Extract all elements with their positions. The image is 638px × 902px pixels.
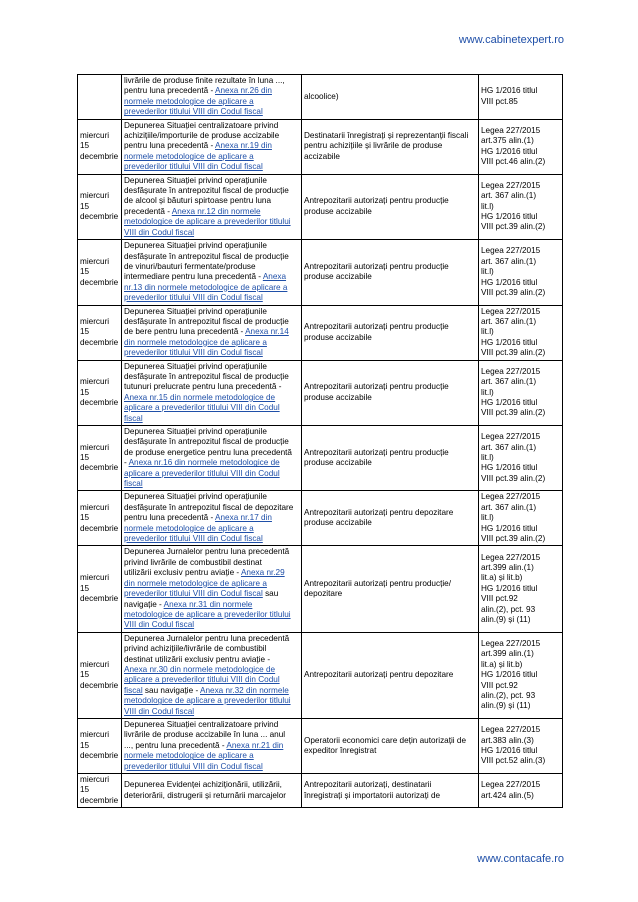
header-site-link[interactable]: www.cabinetexpert.ro: [458, 34, 564, 46]
description-text: Depunerea Jurnalelor pentru luna precedentă privind livrările de combustibil destinat utilizării exclusiv pentru aviație -: [124, 547, 290, 578]
obligated-parties: Antrepozitarii autorizați pentru producție produse accizabile: [302, 174, 479, 239]
obligated-parties: Antrepozitarii autorizați pentru producție produse accizabile: [302, 305, 479, 360]
table-row: [78, 546, 563, 632]
obligation-description: [122, 546, 302, 632]
description-text: Depunerea Situației privind operațiunile desfășurate în antrepozitul fiscal de producție de bere pentru luna precedentă -: [124, 306, 289, 337]
deadline-date: miercuri 15 decembrie: [78, 305, 122, 360]
annex-link[interactable]: Anexa nr.14 din normele metodologice de aplicare a prevederilor titlului VIII din Codul fiscal: [124, 327, 289, 358]
description-text: Depunerea Situației centralizatoare privind livrările de produse accizabile în luna ... anul ..., pentru luna precedentă -: [124, 719, 286, 750]
description-text: Depunerea Situației privind operațiunile desfășurate în antrepozitul fiscal de producție tutunuri prelucrate pentru luna precedentă -: [124, 361, 289, 392]
obligated-parties: Antrepozitarii autorizați pentru producție produse accizabile: [302, 360, 479, 425]
obligation-description: [122, 774, 302, 808]
table-row: [78, 632, 563, 718]
table-body: [78, 75, 563, 808]
deadline-date: miercuri 15 decembrie: [78, 119, 122, 174]
table-row: [78, 491, 563, 546]
legal-basis: Legea 227/2015 art.383 alin.(3) HG 1/2016 titlul VIII pct.52 alin.(3): [479, 718, 563, 773]
deadline-date: miercuri 15 decembrie: [78, 426, 122, 491]
table-row: [78, 718, 563, 773]
legal-basis: Legea 227/2015 art. 367 alin.(1) lit.l) HG 1/2016 titlul VIII pct.39 alin.(2): [479, 240, 563, 305]
deadline-date: miercuri 15 decembrie: [78, 360, 122, 425]
annex-link[interactable]: Anexa nr.13 din normele metodologice de aplicare a prevederilor titlului VIII din Codul fiscal: [124, 272, 288, 303]
description-text: Depunerea Situației centralizatoare privind achizițiile/importurile de produse accizabile pentru luna precedentă -: [124, 120, 280, 151]
description-text: Depunerea Situației privind operațiunile desfășurate în antrepozitul fiscal de producție de vinuri/bauturi fermentate/produse intermediare pentru luna precedentă -: [124, 241, 289, 282]
obligation-description: [122, 360, 302, 425]
obligated-parties: Destinatarii înregistrați și reprezentanții fiscali pentru achizițiile și livrările de produse accizabile: [302, 119, 479, 174]
obligated-parties: Antrepozitarii autorizați pentru producție/ depozitare: [302, 546, 479, 632]
table-row: [78, 360, 563, 425]
annex-link[interactable]: Anexa nr.32 din normele metodologice de aplicare a prevederilor titlului VIII din Codul fiscal: [124, 685, 291, 716]
legal-basis: Legea 227/2015 art. 367 alin.(1) lit.l) HG 1/2016 titlul VIII pct.39 alin.(2): [479, 360, 563, 425]
deadline-date: miercuri 15 decembrie: [78, 174, 122, 239]
obligation-description: [122, 718, 302, 773]
legal-basis: Legea 227/2015 art. 367 alin.(1) lit.l) HG 1/2016 titlul VIII pct.39 alin.(2): [479, 426, 563, 491]
table-row: [78, 119, 563, 174]
legal-basis: Legea 227/2015 art.399 alin.(1) lit.a) și lit.b) HG 1/2016 titlul VIII pct.92 alin.(2), pct. 93 alin.(9) și (11): [479, 632, 563, 718]
obligation-description: [122, 632, 302, 718]
obligated-parties: alcoolice): [302, 75, 479, 120]
obligated-parties: Operatorii economici care dețin autorizații de expeditor înregistrat: [302, 718, 479, 773]
description-text: sau navigație -: [124, 589, 279, 609]
deadline-date: miercuri 15 decembrie: [78, 718, 122, 773]
annex-link[interactable]: Anexa nr.16 din normele metodologice de aplicare a prevederilor titlului VIII din Codul fiscal: [124, 458, 280, 489]
deadlines-table: [77, 74, 563, 808]
description-text: Depunerea Jurnalelor pentru luna precedentă privind achizițiile/livrările de combustibil destinat utilizării exclusiv pentru aviație -: [124, 633, 290, 664]
obligated-parties: Antrepozitarii autorizați pentru producție produse accizabile: [302, 426, 479, 491]
obligation-description: [122, 426, 302, 491]
annex-link[interactable]: Anexa nr.30 din normele metodologice de aplicare a prevederilor titlului VIII din Codul fiscal: [124, 664, 280, 695]
annex-link[interactable]: Anexa nr.17 din normele metodologice de aplicare a prevederilor titlului VIII din Codul fiscal: [124, 513, 272, 544]
table-row: [78, 426, 563, 491]
annex-link[interactable]: Anexa nr.31 din normele metodologice de aplicare a prevederilor titlului VIII din Codul fiscal: [124, 599, 291, 630]
legal-basis: Legea 227/2015 art. 367 alin.(1) lit.l) HG 1/2016 titlul VIII pct.39 alin.(2): [479, 491, 563, 546]
table-row: [78, 305, 563, 360]
deadline-date: [78, 75, 122, 120]
obligation-description: [122, 119, 302, 174]
table-row: [78, 240, 563, 305]
description-text: Depunerea Evidenței achiziționării, utilizării, deteriorării, distrugerii și returnării marcajelor: [124, 780, 286, 800]
annex-link[interactable]: Anexa nr.15 din normele metodologice de aplicare a prevederilor titlului VIII din Codul fiscal: [124, 392, 280, 423]
table-row: [78, 75, 563, 120]
description-text: Depunerea Situației privind operațiunile desfășurate în antrepozitul fiscal de producție de produse energetice pentru luna precedentă -: [124, 427, 292, 468]
legal-basis: Legea 227/2015 art. 367 alin.(1) lit.l) HG 1/2016 titlul VIII pct.39 alin.(2): [479, 305, 563, 360]
legal-basis: Legea 227/2015 art.399 alin.(1) lit.a) și lit.b) HG 1/2016 titlul VIII pct.92 alin.(2), pct. 93 alin.(9) și (11): [479, 546, 563, 632]
legal-basis: HG 1/2016 titlul VIII pct.85: [479, 75, 563, 120]
description-text: Depunerea Situației privind operațiunile desfășurate în antrepozitul fiscal de depozitare pentru luna precedentă -: [124, 492, 294, 523]
obligation-description: [122, 305, 302, 360]
deadline-date: miercuri 15 decembrie: [78, 632, 122, 718]
legal-basis: Legea 227/2015 art.424 alin.(5): [479, 774, 563, 808]
deadline-date: miercuri 15 decembrie: [78, 240, 122, 305]
annex-link[interactable]: Anexa nr.26 din normele metodologice de aplicare a prevederilor titlului VIII din Codul fiscal: [124, 86, 272, 117]
obligated-parties: Antrepozitarii autorizați pentru depozitare produse accizabile: [302, 491, 479, 546]
deadline-date: miercuri 15 decembrie: [78, 546, 122, 632]
obligation-description: [122, 75, 302, 120]
annex-link[interactable]: Anexa nr.21 din normele metodologice de aplicare a prevederilor titlului VIII din Codul fiscal: [124, 740, 284, 771]
obligation-description: [122, 240, 302, 305]
footer-site-link[interactable]: www.contacafe.ro: [477, 853, 564, 865]
deadline-date: miercuri 15 decembrie: [78, 774, 122, 808]
obligated-parties: Antrepozitarii autorizați, destinatarii înregistrați și importatorii autorizați de: [302, 774, 479, 808]
annex-link[interactable]: Anexa nr.29 din normele metodologice de aplicare a prevederilor titlului VIII din Codul fiscal: [124, 568, 285, 599]
obligation-description: [122, 491, 302, 546]
annex-link[interactable]: Anexa nr.19 din normele metodologice de aplicare a prevederilor titlului VIII din Codul fiscal: [124, 141, 272, 172]
deadline-date: miercuri 15 decembrie: [78, 491, 122, 546]
table-row: [78, 774, 563, 808]
obligated-parties: Antrepozitarii autorizați pentru producție produse accizabile: [302, 240, 479, 305]
annex-link[interactable]: Anexa nr.12 din normele metodologice de aplicare a prevederilor titlului VIII din Codul fiscal: [124, 206, 291, 237]
obligated-parties: Antrepozitarii autorizați pentru depozitare: [302, 632, 479, 718]
description-text: sau navigație -: [142, 685, 201, 695]
legal-basis: Legea 227/2015 art.375 alin.(1) HG 1/2016 titlul VIII pct.46 alin.(2): [479, 119, 563, 174]
description-text: Depunerea Situației privind operațiunile desfășurate în antrepozitul fiscal de producție de alcool și băuturi spirtoase pentru luna precedentă -: [124, 175, 289, 216]
legal-basis: Legea 227/2015 art. 367 alin.(1) lit.l) HG 1/2016 titlul VIII pct.39 alin.(2): [479, 174, 563, 239]
obligation-description: [122, 174, 302, 239]
table-row: [78, 174, 563, 239]
description-text: livrările de produse finite rezultate în luna ..., pentru luna precedentă -: [124, 76, 285, 96]
